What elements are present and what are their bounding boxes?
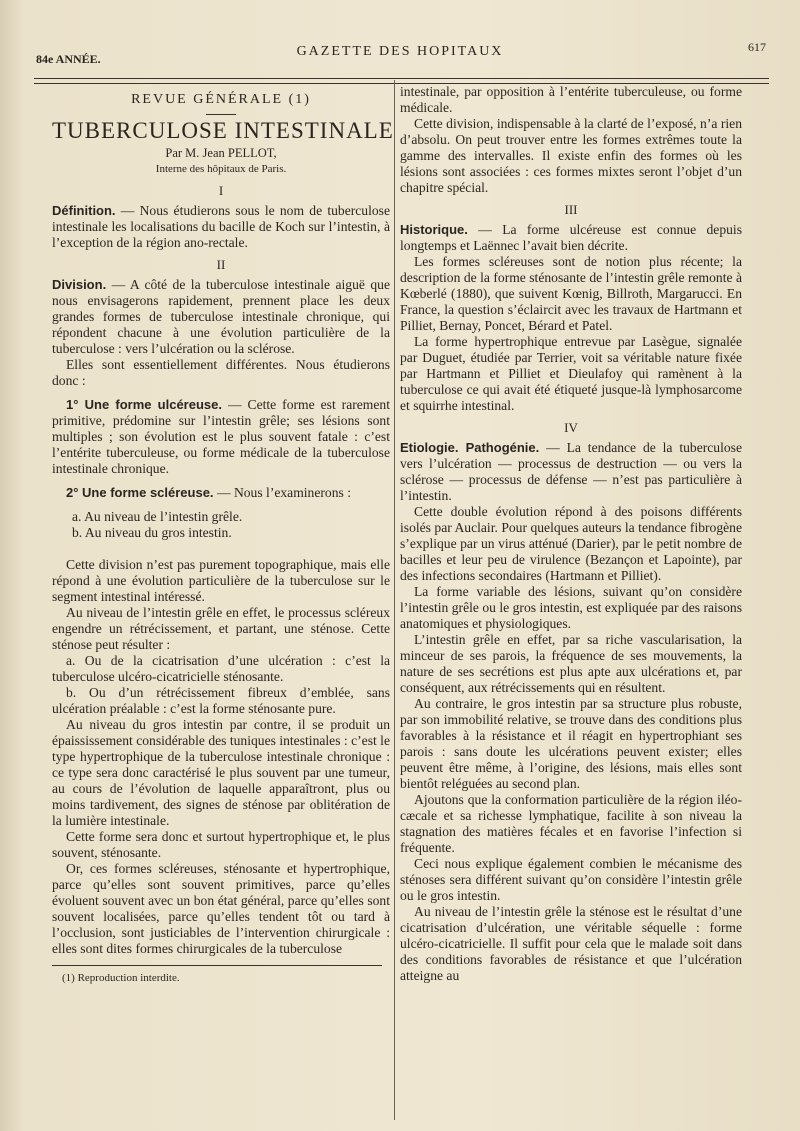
etiologie-text: — La tendance de la tuberculose vers l’ulcération — processus de destruction — ou vers la sclérose — processus de défense — n’est pas particulière à l’intestin. bbox=[400, 440, 742, 503]
definition-text: — Nous étudierons sous le nom de tuberculose intestinale les localisations du bacille de Koch sur l’intestin, à l’exception de la région ano-rectale. bbox=[52, 203, 390, 250]
author-affiliation: Interne des hôpitaux de Paris. bbox=[155, 163, 287, 175]
paragraph: Or, ces formes scléreuses, sténosante et hypertrophique, parce qu’elles sont souvent primitives, parce qu’elles évoluent souvent avec un bon état général, parce qu’elles sont souvent localisées, parce qu’elles tendent tôt ou tard à l’occlusion, sont justiciables de l’intervention chirurgicale : elles sont dites formes chirurgicales de la tuberculose bbox=[52, 861, 390, 956]
page-number: 617 bbox=[748, 40, 766, 54]
paragraph: a. Ou de la cicatrisation d’une ulcération : c’est la tuberculose ulcéro-cicatricielle sténosante. bbox=[52, 653, 390, 684]
historique-text: — La forme ulcéreuse est connue depuis longtemps et Laënnec l’avait bien décrite. bbox=[400, 222, 742, 253]
left-column bbox=[52, 84, 394, 986]
paragraph: Cette division n’est pas purement topographique, mais elle répond à une évolution particulière de la tuberculose sur le segment intestinal intéressé. bbox=[52, 557, 390, 604]
article-title: TUBERCULOSE INTESTINALE bbox=[52, 118, 394, 143]
paragraph: La forme hypertrophique entrevue par Lasègue, signalée par Duguet, étudiée par Terrier, voit sa véritable nature fixée par Hartmann et Pilliet et Dieulafoy qui ramènent à la tuberculose ce qui avait été étiqueté jusque-là lymphosarcome et squirrhe intestinal. bbox=[400, 334, 742, 413]
division-lead: Division. bbox=[52, 277, 107, 292]
paragraph: intestinale, par opposition à l’entérite tuberculeuse, ou forme médicale. bbox=[400, 84, 742, 115]
section-numeral-3: III bbox=[564, 202, 578, 217]
page-header bbox=[30, 40, 770, 70]
division-paragraph bbox=[52, 277, 390, 357]
definition-paragraph bbox=[52, 203, 390, 251]
paragraph: Au niveau de l’intestin grêle la sténose est le résultat d’une cicatrisation d’ulcération, une véritable séquelle : forme ulcéro-cicatricielle. Il suffit pour cela que le malade soit dans des conditions favorables de résistance et que l’ulcération atteigne au bbox=[400, 904, 742, 983]
paragraph: b. Ou d’un rétrécissement fibreux d’emblée, sans ulcération préalable : c’est la forme sténosante pure. bbox=[52, 685, 390, 716]
paragraph: Cette division, indispensable à la clarté de l’exposé, n’a rien d’absolu. On peut trouver entre les formes extrêmes toute la gamme des intervalles. Il existe enfin des formes où les lésions sont associées : ces formes mixtes seront l’objet d’un chapitre spécial. bbox=[400, 116, 742, 195]
form-2-lead: 2° Une forme scléreuse. bbox=[66, 485, 214, 500]
list-item-b: b. Au niveau du gros intestin. bbox=[72, 525, 232, 540]
form-1-lead: 1° Une forme ulcéreuse. bbox=[66, 397, 222, 412]
etiologie-lead: Etiologie. Pathogénie. bbox=[400, 440, 540, 455]
paragraph: Elles sont essentiellement différentes. Nous étudierons donc : bbox=[52, 357, 390, 388]
journal-title: GAZETTE DES HOPITAUX bbox=[296, 44, 504, 59]
footnote: (1) Reproduction interdite. bbox=[62, 972, 180, 984]
list-item-a: a. Au niveau de l’intestin grêle. bbox=[72, 509, 243, 524]
division-text: — A côté de la tuberculose intestinale aiguë que nous envisagerons rapidement, prennent place les deux grandes formes de tuberculose intestinale chronique, qui répondent chacune à une évolution particulière de la tuberculose : vers l’ulcération ou la sclérose. bbox=[52, 277, 390, 356]
paragraph: Au niveau du gros intestin par contre, il se produit un épaississement considérable des tuniques intestinales : c’est le type hypertrophique de la tuberculose intestinale chronique : ce type sera donc caractérisé le plus souvent par une tumeur, au cours de l’évolution de laquelle apparaîtront, plus ou moins tardivement, des signes de sténose par oblitération de la lumière intestinale. bbox=[52, 717, 390, 828]
column-divider bbox=[394, 80, 395, 1120]
paragraph: Cette forme sera donc et surtout hypertrophique et, le plus souvent, sténosante. bbox=[52, 829, 390, 860]
section-numeral-2: II bbox=[216, 257, 226, 272]
section-numeral-1: I bbox=[218, 183, 224, 198]
historique-paragraph bbox=[400, 222, 742, 254]
historique-lead: Historique. bbox=[400, 222, 468, 237]
paragraph: Les formes scléreuses sont de notion plus récente; la description de la forme sténosante de l’intestin grêle remonte à Kœberlé (1880), que suivent Kœnig, Billroth, Margarucci. En France, la question s’éclaircit avec les travaux de Hartmann et Pilliet, Bernay, Poncet, Bérard et Patel. bbox=[400, 254, 742, 333]
section-numeral-4: IV bbox=[564, 420, 578, 435]
definition-lead: Définition. bbox=[52, 203, 116, 218]
footnote-rule bbox=[52, 965, 382, 966]
form-1-paragraph bbox=[52, 397, 390, 477]
paragraph: Cette double évolution répond à des poisons différents isolés par Auclair. Pour quelques auteurs la tendance fibrogène s’explique par un virus atténué (Darier), par le petit nombre de bacilles et leur peu de virulence (Bezançon et Lapointe), par des infections secondaires (Hartmann et Pilliet). bbox=[400, 504, 742, 583]
form-2-paragraph bbox=[52, 485, 390, 501]
paragraph: La forme variable des lésions, suivant qu’on considère l’intestin grêle ou le gros intestin, est expliquée par des raisons anatomiques et physiologiques. bbox=[400, 584, 742, 631]
etiologie-paragraph bbox=[400, 440, 742, 504]
paragraph: Au contraire, le gros intestin par sa structure plus robuste, par son immobilité relative, se trouve dans des conditions plus favorables à la résistance et il réagit en hypertrophiant ses parois : sans doute les ulcérations peuvent exister; elles peuvent être même, à l’origine, des lésions, mais elles sont bientôt reléguées au second plan. bbox=[400, 696, 742, 791]
title-rule bbox=[206, 114, 236, 115]
right-column bbox=[400, 84, 742, 984]
paragraph: L’intestin grêle en effet, par sa riche vascularisation, la minceur de ses parois, la fréquence de ses mouvements, la nature de ses secrétions est plus apte aux ulcérations et, par conséquent, aux rétrécissements qui en résultent. bbox=[400, 632, 742, 695]
form-2-text: — Nous l’examinerons : bbox=[213, 485, 351, 500]
form-1-text: — Cette forme est rarement primitive, prédomine sur l’intestin grêle; ses lésions sont multiples ; son évolution est le plus souvent fatale : c’est l’entérite tuberculeuse, ou forme médicale de la tuberculose intestinale chronique. bbox=[52, 397, 390, 476]
paragraph: Au niveau de l’intestin grêle en effet, le processus scléreux engendre un rétrécissement, et partant, une sténose. Cette sténose peut résulter : bbox=[52, 605, 390, 652]
volume-label: 84e ANNÉE. bbox=[36, 52, 101, 66]
author-line: Par M. Jean PELLOT, bbox=[165, 146, 277, 160]
section-label: REVUE GÉNÉRALE (1) bbox=[131, 92, 311, 107]
paragraph: Ajoutons que la conformation particulière de la région iléo-cæcale et sa richesse lymphatique, facilite à son niveau la stagnation des matières fécales et en favorise l’infection si fréquente. bbox=[400, 792, 742, 855]
paragraph: Ceci nous explique également combien le mécanisme des sténoses sera différent suivant qu’on considère l’intestin grêle ou le gros intestin. bbox=[400, 856, 742, 903]
